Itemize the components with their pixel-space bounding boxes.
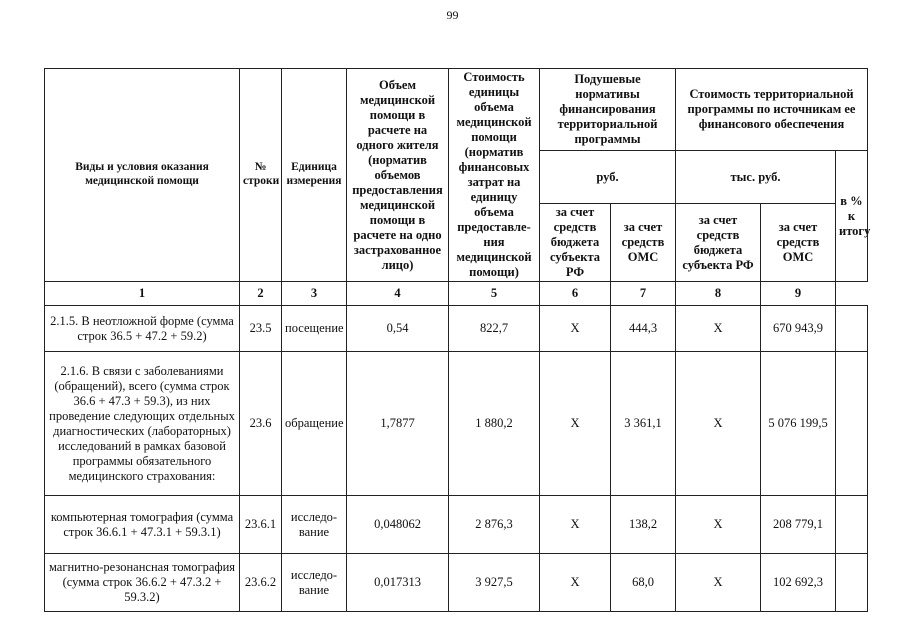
header-volume: Объем медицинской помощи в расчете на одного жителя (норматив объемов предоставления медицинской помощи в расчете на одно застрахованное лицо): [347, 69, 449, 282]
header-budget-rf-thousand: за счет средств бюджета субъекта РФ: [676, 204, 761, 282]
column-number: 7: [611, 282, 676, 306]
row-oms-rub: 68,0: [611, 554, 676, 612]
medical-care-table: [44, 68, 871, 612]
row-name: компьютерная томография (сумма строк 36.6.1 + 47.3.1 + 59.3.1): [45, 496, 240, 554]
row-oms-rub: 138,2: [611, 496, 676, 554]
column-number: 9: [761, 282, 836, 306]
row-name: магнитно-резонансная томография (сумма строк 36.6.2 + 47.3.2 + 59.3.2): [45, 554, 240, 612]
column-number: 4: [347, 282, 449, 306]
row-cost: 1 880,2: [449, 352, 540, 496]
header-territorial: Стоимость территориальной программы по источникам ее финансового обеспечения: [676, 69, 868, 151]
row-budget-rub: X: [540, 306, 611, 352]
row-budget-thousand: X: [676, 496, 761, 554]
header-unit-thousand-rub: тыс. руб.: [676, 151, 836, 204]
table-row: [45, 496, 868, 554]
row-oms-thousand: 208 779,1: [761, 496, 836, 554]
row-number: 23.6: [240, 352, 282, 496]
row-budget-rub: X: [540, 554, 611, 612]
header-oms: за счет средств ОМС: [611, 204, 676, 282]
row-budget-thousand: X: [676, 554, 761, 612]
header-percent: в % к итогу: [836, 151, 868, 282]
column-number: 2: [240, 282, 282, 306]
row-cost: 3 927,5: [449, 554, 540, 612]
row-unit: исследо-вание: [282, 554, 347, 612]
row-cost: 2 876,3: [449, 496, 540, 554]
row-oms-thousand: 5 076 199,5: [761, 352, 836, 496]
row-oms-rub: 444,3: [611, 306, 676, 352]
row-budget-thousand: X: [676, 352, 761, 496]
header-unit: Единица измерения: [282, 69, 347, 282]
row-name: 2.1.5. В неотложной форме (сумма строк 36.5 + 47.2 + 59.2): [45, 306, 240, 352]
table-row: [45, 554, 868, 612]
row-percent: [836, 496, 868, 554]
row-percent: [836, 554, 868, 612]
header-row-number: № строки: [240, 69, 282, 282]
row-unit: исследо-вание: [282, 496, 347, 554]
row-number: 23.5: [240, 306, 282, 352]
table-row: [45, 352, 868, 496]
row-cost: 822,7: [449, 306, 540, 352]
row-percent: [836, 306, 868, 352]
row-unit: посещение: [282, 306, 347, 352]
header-cost: Стоимость единицы объема медицинской помощи (норматив финансовых затрат на единицу объема предоставле-ния медицинской помощи): [449, 69, 540, 282]
page-number: 99: [446, 8, 459, 22]
row-name: 2.1.6. В связи с заболеваниями (обращений), всего (сумма строк 36.6 + 47.3 + 59.3), из них проведение следующих отдельных диагностических (лабораторных) исследований в рамках базовой программы обязательного медицинского страхования:: [45, 352, 240, 496]
header-per-capita: Подушевые нормативы финансирования территориальной программы: [540, 69, 676, 151]
header-types: Виды и условия оказания медицинской помощи: [45, 69, 240, 282]
row-budget-thousand: X: [676, 306, 761, 352]
header-unit-rub: руб.: [540, 151, 676, 204]
header-oms-thousand: за счет средств ОМС: [761, 204, 836, 282]
column-number: 6: [540, 282, 611, 306]
row-volume: 1,7877: [347, 352, 449, 496]
column-number: 1: [45, 282, 240, 306]
column-numbers-row: [45, 282, 868, 306]
row-unit: обращение: [282, 352, 347, 496]
row-volume: 0,048062: [347, 496, 449, 554]
table-row: [45, 306, 868, 352]
column-number: 5: [449, 282, 540, 306]
column-number: 3: [282, 282, 347, 306]
row-number: 23.6.2: [240, 554, 282, 612]
row-number: 23.6.1: [240, 496, 282, 554]
row-percent: [836, 352, 868, 496]
row-oms-thousand: 670 943,9: [761, 306, 836, 352]
row-budget-rub: X: [540, 496, 611, 554]
column-number: 8: [676, 282, 761, 306]
header-budget-rf: за счет средств бюджета субъекта РФ: [540, 204, 611, 282]
row-budget-rub: X: [540, 352, 611, 496]
row-volume: 0,54: [347, 306, 449, 352]
row-oms-thousand: 102 692,3: [761, 554, 836, 612]
row-volume: 0,017313: [347, 554, 449, 612]
row-oms-rub: 3 361,1: [611, 352, 676, 496]
